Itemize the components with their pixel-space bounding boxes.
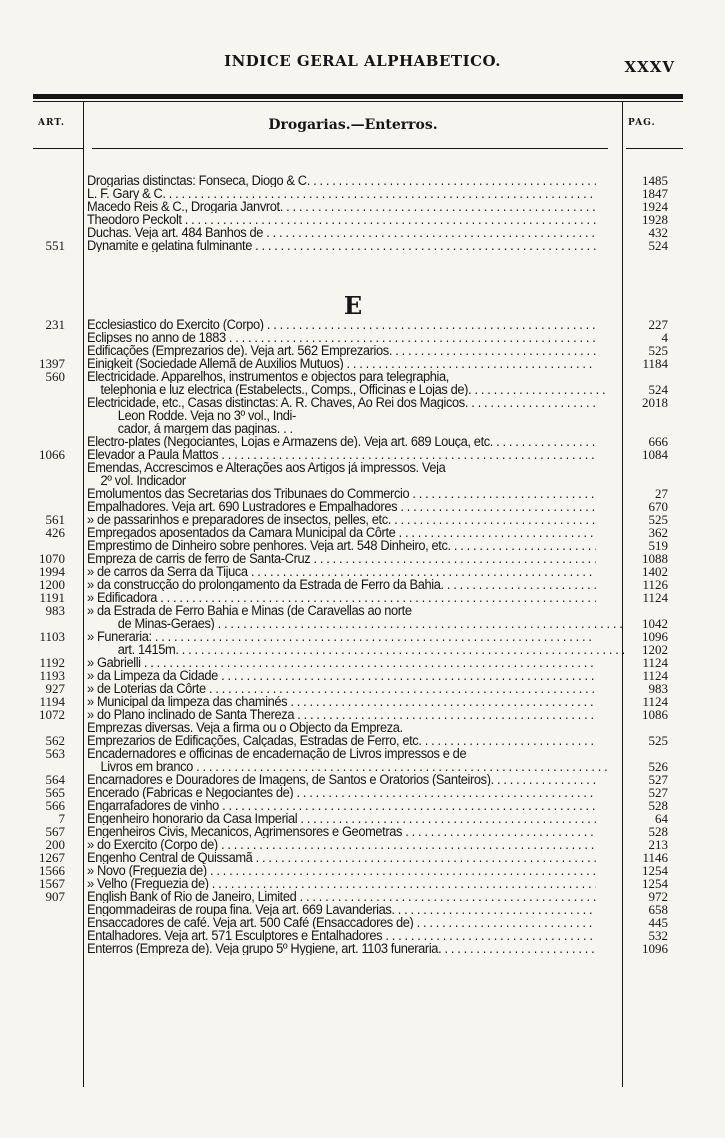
- article-number: 561: [45, 512, 65, 527]
- page-reference: 526: [648, 759, 668, 774]
- page-reference: 1402: [642, 564, 668, 579]
- double-rule-thick: [33, 94, 683, 99]
- index-entry: [0, 812, 725, 825]
- entry-text: » de Loterias da Côrte . . .: [87, 682, 596, 695]
- article-number: 1194: [39, 694, 65, 709]
- page-reference: 527: [648, 772, 668, 787]
- index-entry: [0, 656, 725, 669]
- index-entry: [0, 435, 725, 448]
- entry-text: Enterros (Empreza de). Veja grupo 5º Hygiene, art. 1103 funeraria. . . .: [87, 942, 596, 955]
- index-entry: [0, 461, 725, 474]
- article-number: 1994: [39, 564, 65, 579]
- index-entry: [0, 799, 725, 812]
- index-entry: [0, 929, 725, 942]
- page-reference: 1124: [642, 694, 668, 709]
- index-entry: [0, 903, 725, 916]
- article-number: 426: [45, 525, 65, 540]
- page-reference: 525: [648, 733, 668, 748]
- entry-text: Empalhadores. Veja art. 690 Lustradores e Empalhadores . . .: [87, 500, 596, 513]
- page-reference: 1254: [642, 876, 668, 891]
- entry-text: Ecclesiastico do Exercito (Corpo) . . .: [87, 318, 596, 331]
- index-entry: [0, 708, 725, 721]
- page-reference: 528: [648, 824, 668, 839]
- article-number: 927: [45, 681, 65, 696]
- index-entry: [0, 721, 725, 734]
- index-entry: [0, 448, 725, 461]
- entry-text: Encadernadores e officinas de encadernação de Livros impressos e de: [87, 747, 467, 760]
- entry-text: Emprestimo de Dinheiro sobre penhores. Veja art. 548 Dinheiro, etc. . . .: [87, 539, 596, 552]
- entry-text: » Velho (Freguezia de) . . .: [87, 877, 596, 890]
- page-reference: 1124: [642, 655, 668, 670]
- article-number: 1072: [39, 707, 65, 722]
- page-reference: 1146: [642, 850, 668, 865]
- page-reference: 666: [648, 434, 668, 449]
- page-reference: 1924: [642, 199, 668, 214]
- page-reference: 658: [648, 902, 668, 917]
- entry-text: L. F. Gary & C. . . .: [87, 187, 596, 200]
- index-entry: [0, 344, 725, 357]
- index-entry: [0, 942, 725, 955]
- index-entry: [0, 422, 725, 435]
- index-entry: [0, 669, 725, 682]
- article-number: 1566: [39, 863, 65, 878]
- index-entry: [0, 643, 725, 656]
- page-reference: 4: [661, 330, 668, 345]
- index-entry: [0, 747, 725, 760]
- page-reference: 1088: [642, 551, 668, 566]
- entry-text: Engenho Central de Quissamã . . .: [87, 851, 596, 864]
- index-entry: [0, 331, 725, 344]
- index-entry: [0, 239, 725, 252]
- index-entry: [0, 396, 725, 409]
- page-reference: 227: [648, 317, 668, 332]
- article-number: 566: [45, 798, 65, 813]
- index-entry: [0, 864, 725, 877]
- page-reference: 64: [655, 811, 668, 826]
- page-reference: 670: [648, 499, 668, 514]
- index-entry: [0, 604, 725, 617]
- entry-text: » da construcção do prolongamento da Estrada de Ferro da Bahia. . . .: [87, 578, 596, 591]
- entry-text: Einigkeit (Sociedade Allemã de Auxilios Mutuos) . . .: [87, 357, 596, 370]
- page-reference: 1096: [642, 941, 668, 956]
- index-entry: [0, 591, 725, 604]
- page-reference: 213: [648, 837, 668, 852]
- page-reference: 1084: [642, 447, 668, 462]
- entry-text: Engommadeiras de roupa fina. Veja art. 669 Lavanderias. . . .: [87, 903, 596, 916]
- entry-text: » da Estrada de Ferro Bahia e Minas (de Caravellas ao norte: [87, 604, 412, 617]
- entry-text: Electricidade, etc., Casas distinctas: A. R. Chaves, Ao Rei dos Magicos. . . .: [87, 396, 596, 409]
- column-underline: [626, 148, 683, 149]
- entry-text: » Funeraria: . . .: [87, 630, 596, 643]
- entry-text: Macedo Reis & C., Drogaria Janvrot. . . .: [87, 200, 596, 213]
- page-reference: 972: [648, 889, 668, 904]
- column-header-pag: PAG.: [628, 118, 656, 128]
- page-reference: 532: [648, 928, 668, 943]
- column-underline: [92, 148, 608, 149]
- index-entry: [0, 578, 725, 591]
- entry-text: Engenheiro honorario da Casa Imperial . . .: [87, 812, 596, 825]
- entry-text: art. 1415m. . . .: [87, 643, 627, 656]
- entry-text: Empregados aposentados da Camara Municipal da Côrte . . .: [87, 526, 596, 539]
- page-reference: 525: [648, 343, 668, 358]
- index-entry: [0, 318, 725, 331]
- entry-text: Emprezarios de Edificações, Calçadas, Estradas de Ferro, etc. . . .: [87, 734, 596, 747]
- index-entry: [0, 487, 725, 500]
- page-reference: 1086: [642, 707, 668, 722]
- article-number: 562: [45, 733, 65, 748]
- index-entry: [0, 890, 725, 903]
- page-reference: 1485: [642, 173, 668, 188]
- page-reference: 525: [648, 512, 668, 527]
- page-reference: 432: [648, 225, 668, 240]
- page-reference: 528: [648, 798, 668, 813]
- article-number: 1192: [39, 655, 65, 670]
- entry-text: Drogarias distinctas: Fonseca, Diogo & C. . . .: [87, 174, 596, 187]
- index-entry: [0, 877, 725, 890]
- index-entry: [0, 760, 725, 773]
- page-reference: 524: [648, 238, 668, 253]
- entry-text: Entalhadores. Veja art. 571 Esculptores e Entalhadores . . .: [87, 929, 596, 942]
- index-entry: [0, 357, 725, 370]
- entry-text: Livros em branco . . .: [87, 760, 609, 773]
- index-entry: [0, 474, 725, 487]
- entry-text: Engenheiros Civis, Mecanicos, Agrimensores e Geometras . . .: [87, 825, 596, 838]
- entry-text: Elevador a Paula Mattos . . .: [87, 448, 596, 461]
- entry-text: Eclipses no anno de 1883 . . .: [87, 331, 596, 344]
- entry-text: Empreza de carris de ferro de Santa-Cruz . . .: [87, 552, 596, 565]
- page-number: XXXV: [624, 58, 675, 76]
- article-number: 551: [45, 238, 65, 253]
- index-entry: [0, 786, 725, 799]
- article-number: 1191: [39, 590, 65, 605]
- article-number: 200: [45, 837, 65, 852]
- entry-text: » Municipal da limpeza das chaminés . . .: [87, 695, 596, 708]
- entry-text: » Novo (Freguezia de) . . .: [87, 864, 596, 877]
- article-number: 1397: [39, 356, 65, 371]
- entry-text: Duchas. Veja art. 484 Banhos de . . .: [87, 226, 596, 239]
- index-entry: [0, 682, 725, 695]
- index-entry: [0, 565, 725, 578]
- index-entry: [0, 825, 725, 838]
- index-entry: [0, 734, 725, 747]
- article-number: 983: [45, 603, 65, 618]
- entry-text: Dynamite e gelatina fulminante . . .: [87, 239, 596, 252]
- index-entry: [0, 773, 725, 786]
- article-number: 1066: [39, 447, 65, 462]
- index-entry: [0, 539, 725, 552]
- page-reference: 1847: [642, 186, 668, 201]
- page-reference: 1254: [642, 863, 668, 878]
- entry-text: Electro-plates (Negociantes, Lojas e Armazens de). Veja art. 689 Louça, etc. . . .: [87, 435, 596, 448]
- index-entry: [0, 513, 725, 526]
- index-entry: [0, 383, 725, 396]
- page-reference: 27: [655, 486, 668, 501]
- article-number: 1103: [39, 629, 65, 644]
- page-reference: 1202: [642, 642, 668, 657]
- page-reference: 519: [648, 538, 668, 553]
- page-reference: 1124: [642, 590, 668, 605]
- entry-text: Electricidade. Apparelhos, instrumentos e objectos para telegraphia,: [87, 370, 449, 383]
- entry-text: » do Exercito (Corpo de) . . .: [87, 838, 596, 851]
- column-header-art: ART.: [38, 118, 65, 128]
- index-entry: [0, 226, 725, 239]
- entry-text: Emendas, Accrescimos e Alterações aos Artigos já impressos. Veja: [87, 461, 446, 474]
- page-reference: 1096: [642, 629, 668, 644]
- section-title: Drogarias.—Enterros.: [268, 117, 438, 133]
- index-entry: [0, 552, 725, 565]
- article-number: 1267: [39, 850, 65, 865]
- index-entry: [0, 617, 725, 630]
- letter-heading: E: [343, 291, 363, 320]
- page-reference: 2018: [642, 395, 668, 410]
- entry-text: Leon Rodde. Veja no 3º vol., Indi-: [117, 409, 296, 422]
- page-reference: 983: [648, 681, 668, 696]
- article-number: 1070: [39, 551, 65, 566]
- page-reference: 1126: [642, 577, 668, 592]
- article-number: 565: [45, 785, 65, 800]
- index-entry: [0, 174, 725, 187]
- entry-text: Theodoro Peckolt . . .: [87, 213, 596, 226]
- entry-text: telephonia e luz electrica (Estabelects., Comps., Officinas e Lojas de). . . .: [87, 383, 609, 396]
- article-number: 1567: [39, 876, 65, 891]
- page-reference: 445: [648, 915, 668, 930]
- entry-text: » Gabrielli . . .: [87, 656, 596, 669]
- page-reference: 1124: [642, 668, 668, 683]
- article-number: 1193: [39, 668, 65, 683]
- page-reference: 1184: [642, 356, 668, 371]
- index-entry: [0, 500, 725, 513]
- article-number: 563: [45, 746, 65, 761]
- article-number: 907: [45, 889, 65, 904]
- entry-text: Ensaccadores de café. Veja art. 500 Café (Ensaccadores de) . . .: [87, 916, 596, 929]
- page-reference: 362: [648, 525, 668, 540]
- entry-text: Engarrafadores de vinho . . .: [87, 799, 596, 812]
- page-reference: 1042: [642, 616, 668, 631]
- page-reference: 524: [648, 382, 668, 397]
- index-entry: [0, 187, 725, 200]
- article-number: 231: [45, 317, 65, 332]
- page-reference: 1928: [642, 212, 668, 227]
- article-number: 7: [58, 811, 65, 826]
- entry-text: » de passarinhos e preparadores de insectos, pelles, etc. . . .: [87, 513, 596, 526]
- double-rule-thin: [33, 101, 683, 102]
- entry-text: Emolumentos das Secretarias dos Tribunaes do Commercio . . .: [87, 487, 596, 500]
- index-entry: [0, 370, 725, 383]
- entry-text: » da Limpeza da Cidade . . .: [87, 669, 596, 682]
- article-number: 564: [45, 772, 65, 787]
- entry-text: 2º vol. Indicador: [100, 474, 186, 487]
- page-reference: 527: [648, 785, 668, 800]
- entry-text: Encerado (Fabricas e Negociantes de) . . .: [87, 786, 596, 799]
- entry-text: Emprezas diversas. Veja a firma ou o Objecto da Empreza.: [87, 721, 403, 734]
- index-entry: [0, 916, 725, 929]
- article-number: 1200: [39, 577, 65, 592]
- entry-text: » de carros da Serra da Tijuca . . .: [87, 565, 596, 578]
- column-underline: [33, 148, 83, 149]
- index-entry: [0, 630, 725, 643]
- index-entry: [0, 409, 725, 422]
- entry-text: de Minas-Geraes) . . .: [87, 617, 627, 630]
- entry-text: Encarnadores e Douradores de Imagens, de Santos e Oratorios (Santeiros). . . .: [87, 773, 596, 786]
- index-entry: [0, 838, 725, 851]
- article-number: 567: [45, 824, 65, 839]
- page-header-title: INDICE GERAL ALPHABETICO.: [224, 52, 501, 70]
- entry-text: » Edificadora . . .: [87, 591, 596, 604]
- index-entry: [0, 213, 725, 226]
- index-entry: [0, 526, 725, 539]
- entry-text: Edificações (Emprezarios de). Veja art. 562 Emprezarios. . . .: [87, 344, 596, 357]
- entry-text: » do Plano inclinado de Santa Thereza . . .: [87, 708, 596, 721]
- index-entry: [0, 200, 725, 213]
- index-entry: [0, 851, 725, 864]
- entry-text: cador, á margem das paginas. . .: [117, 422, 293, 435]
- index-entry: [0, 695, 725, 708]
- entry-text: English Bank of Rio de Janeiro, Limited . . .: [87, 890, 596, 903]
- article-number: 560: [45, 369, 65, 384]
